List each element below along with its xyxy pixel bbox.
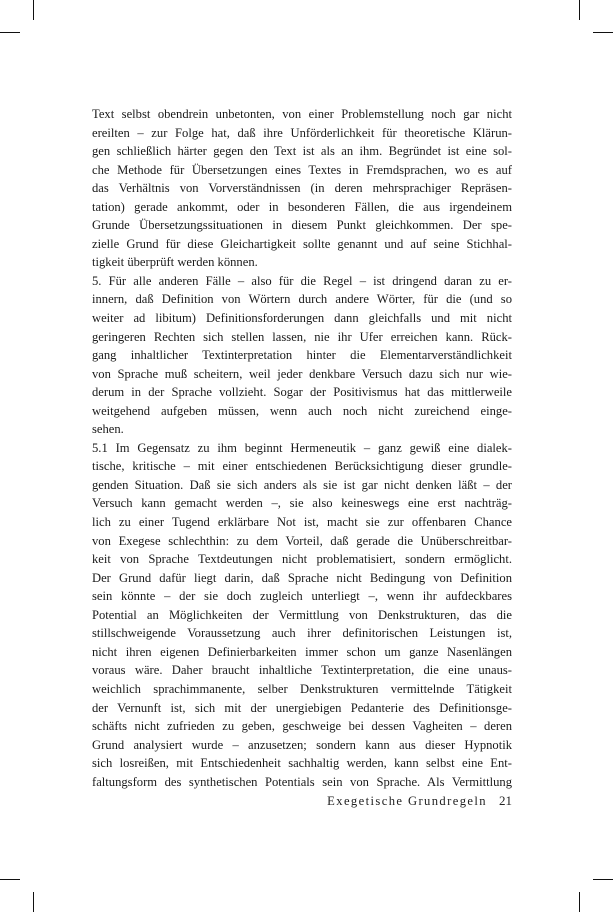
- text-line: voraus wäre. Daher braucht inhaltliche Textinterpretation, die eine unaus-: [92, 663, 512, 678]
- text-line: ereilten – zur Folge hat, daß ihre Unförderlichkeit für theoretische Klärun-: [92, 125, 512, 140]
- crop-mark-bottom-left-vertical: [33, 892, 34, 912]
- text-line: der Vernunft ist, sich mit der unergiebigen Pedanterie des Definitionsge-: [92, 700, 512, 715]
- text-line: Potential an Möglichkeiten der Vermittlung von Denkstrukturen, das die: [92, 607, 512, 622]
- text-line: 5.1 Im Gegensatz zu ihm beginnt Hermeneutik – ganz gewiß eine dialek-: [92, 440, 512, 455]
- text-line: 5. Für alle anderen Fälle – also für die Regel – ist dringend daran zu er-: [92, 273, 512, 288]
- text-line: Der Grund dafür liegt darin, daß Sprache nicht Bedingung von Definition: [92, 570, 512, 585]
- text-line: weitgehend aufgeben müssen, wenn auch noch nicht zureichend einge-: [92, 403, 512, 418]
- crop-mark-top-left-horizontal: [0, 32, 20, 33]
- crop-mark-top-right-vertical: [579, 0, 580, 20]
- text-line: schäfts nicht zufrieden zu geben, geschweige bei dessen Vagheiten – deren: [92, 719, 512, 734]
- page-number: 21: [499, 793, 512, 808]
- text-line: keit von Sprache Textdeutungen nicht problematisiert, sondern ermöglicht.: [92, 552, 512, 567]
- text-line: sehen.: [92, 422, 124, 437]
- page-footer: [327, 793, 512, 809]
- body-text: [92, 105, 512, 791]
- text-line: zielle Grund für diese Gleichartigkeit sollte genannt und auf seine Stichhal-: [92, 236, 512, 251]
- text-line: stillschweigende Voraussetzung auch ihrer definitorischen Leistungen ist,: [92, 626, 512, 641]
- text-line: weiter ad libitum) Definitionsforderungen dann gleichfalls und mit nicht: [92, 311, 512, 326]
- text-line: che Methode für Übersetzungen eines Textes in Fremdsprachen, wo es auf: [92, 162, 512, 177]
- text-line: Text selbst obendrein unbetonten, von einer Problemstellung noch gar nicht: [92, 107, 512, 121]
- crop-mark-top-left-vertical: [33, 0, 34, 20]
- text-line: von Exegese schlechthin: zu dem Vorteil, daß gerade die Unüberschreitbar-: [92, 533, 512, 548]
- text-line: das Verhältnis von Vorverständnissen (in deren mehrsprachiger Repräsen-: [92, 181, 512, 196]
- text-line: gen schließlich härter gegen den Text ist als an ihm. Begründet ist eine sol-: [92, 144, 512, 159]
- text-line: genden Situation. Daß sie sich anders als sie ist gar nicht denken läßt – der: [92, 477, 512, 492]
- text-line: weichlich sprachimmanente, selber Denkstrukturen vermittelnde Tätigkeit: [92, 681, 512, 696]
- crop-mark-top-right-horizontal: [593, 32, 613, 33]
- crop-mark-bottom-right-vertical: [579, 892, 580, 912]
- running-title: Exegetische Grundregeln: [327, 794, 487, 808]
- text-line: sein könnte – der sie doch zugleich unterliegt –, wenn ihr aufdeckbares: [92, 589, 512, 604]
- text-line: nicht ihren eigenen Definierbarkeiten immer schon um ganze Nasenlängen: [92, 644, 512, 659]
- text-line: gang inhaltlicher Textinterpretation hinter die Elementarverständlichkeit: [92, 348, 512, 363]
- text-line: tigkeit überprüft werden können.: [92, 255, 258, 270]
- text-line: tation) gerade ankommt, oder in besonderen Fällen, die aus irgendeinem: [92, 199, 512, 214]
- crop-mark-bottom-left-horizontal: [0, 879, 20, 880]
- text-line: Versuch kann gemacht werden –, sie also keineswegs eine erst nachträg-: [92, 496, 512, 511]
- text-line: faltungsform des synthetischen Potentials sein von Sprache. Als Vermittlung: [92, 774, 512, 789]
- text-line: Grunde Übersetzungssituationen in diesem Punkt gleichkommen. Der spe-: [92, 218, 512, 233]
- text-line: geringeren Rechten sich stellen lassen, nie ihr Ufer erreichen kann. Rück-: [92, 329, 512, 344]
- text-line: lich zu einer Tugend erklärbare Not ist, macht sie zur offenbaren Chance: [92, 515, 512, 530]
- text-line: tische, kritische – mit einer entschiedenen Berücksichtigung dieser grundle-: [92, 459, 512, 474]
- crop-mark-bottom-right-horizontal: [593, 879, 613, 880]
- text-line: derum in der Sprache vollzieht. Sogar der Positivismus hat das mittlerweile: [92, 385, 512, 400]
- text-line: von Sprache muß scheitern, weil jeder denkbare Versuch dazu sich nur wie-: [92, 366, 512, 381]
- text-line: sich losreißen, mit Entschiedenheit sachhaltig werden, kann selbst eine Ent-: [92, 756, 512, 771]
- text-line: Grund analysiert wurde – anzusetzen; sondern kann aus dieser Hypnotik: [92, 737, 512, 752]
- text-line: innern, daß Definition von Wörtern durch andere Wörter, für die (und so: [92, 292, 512, 307]
